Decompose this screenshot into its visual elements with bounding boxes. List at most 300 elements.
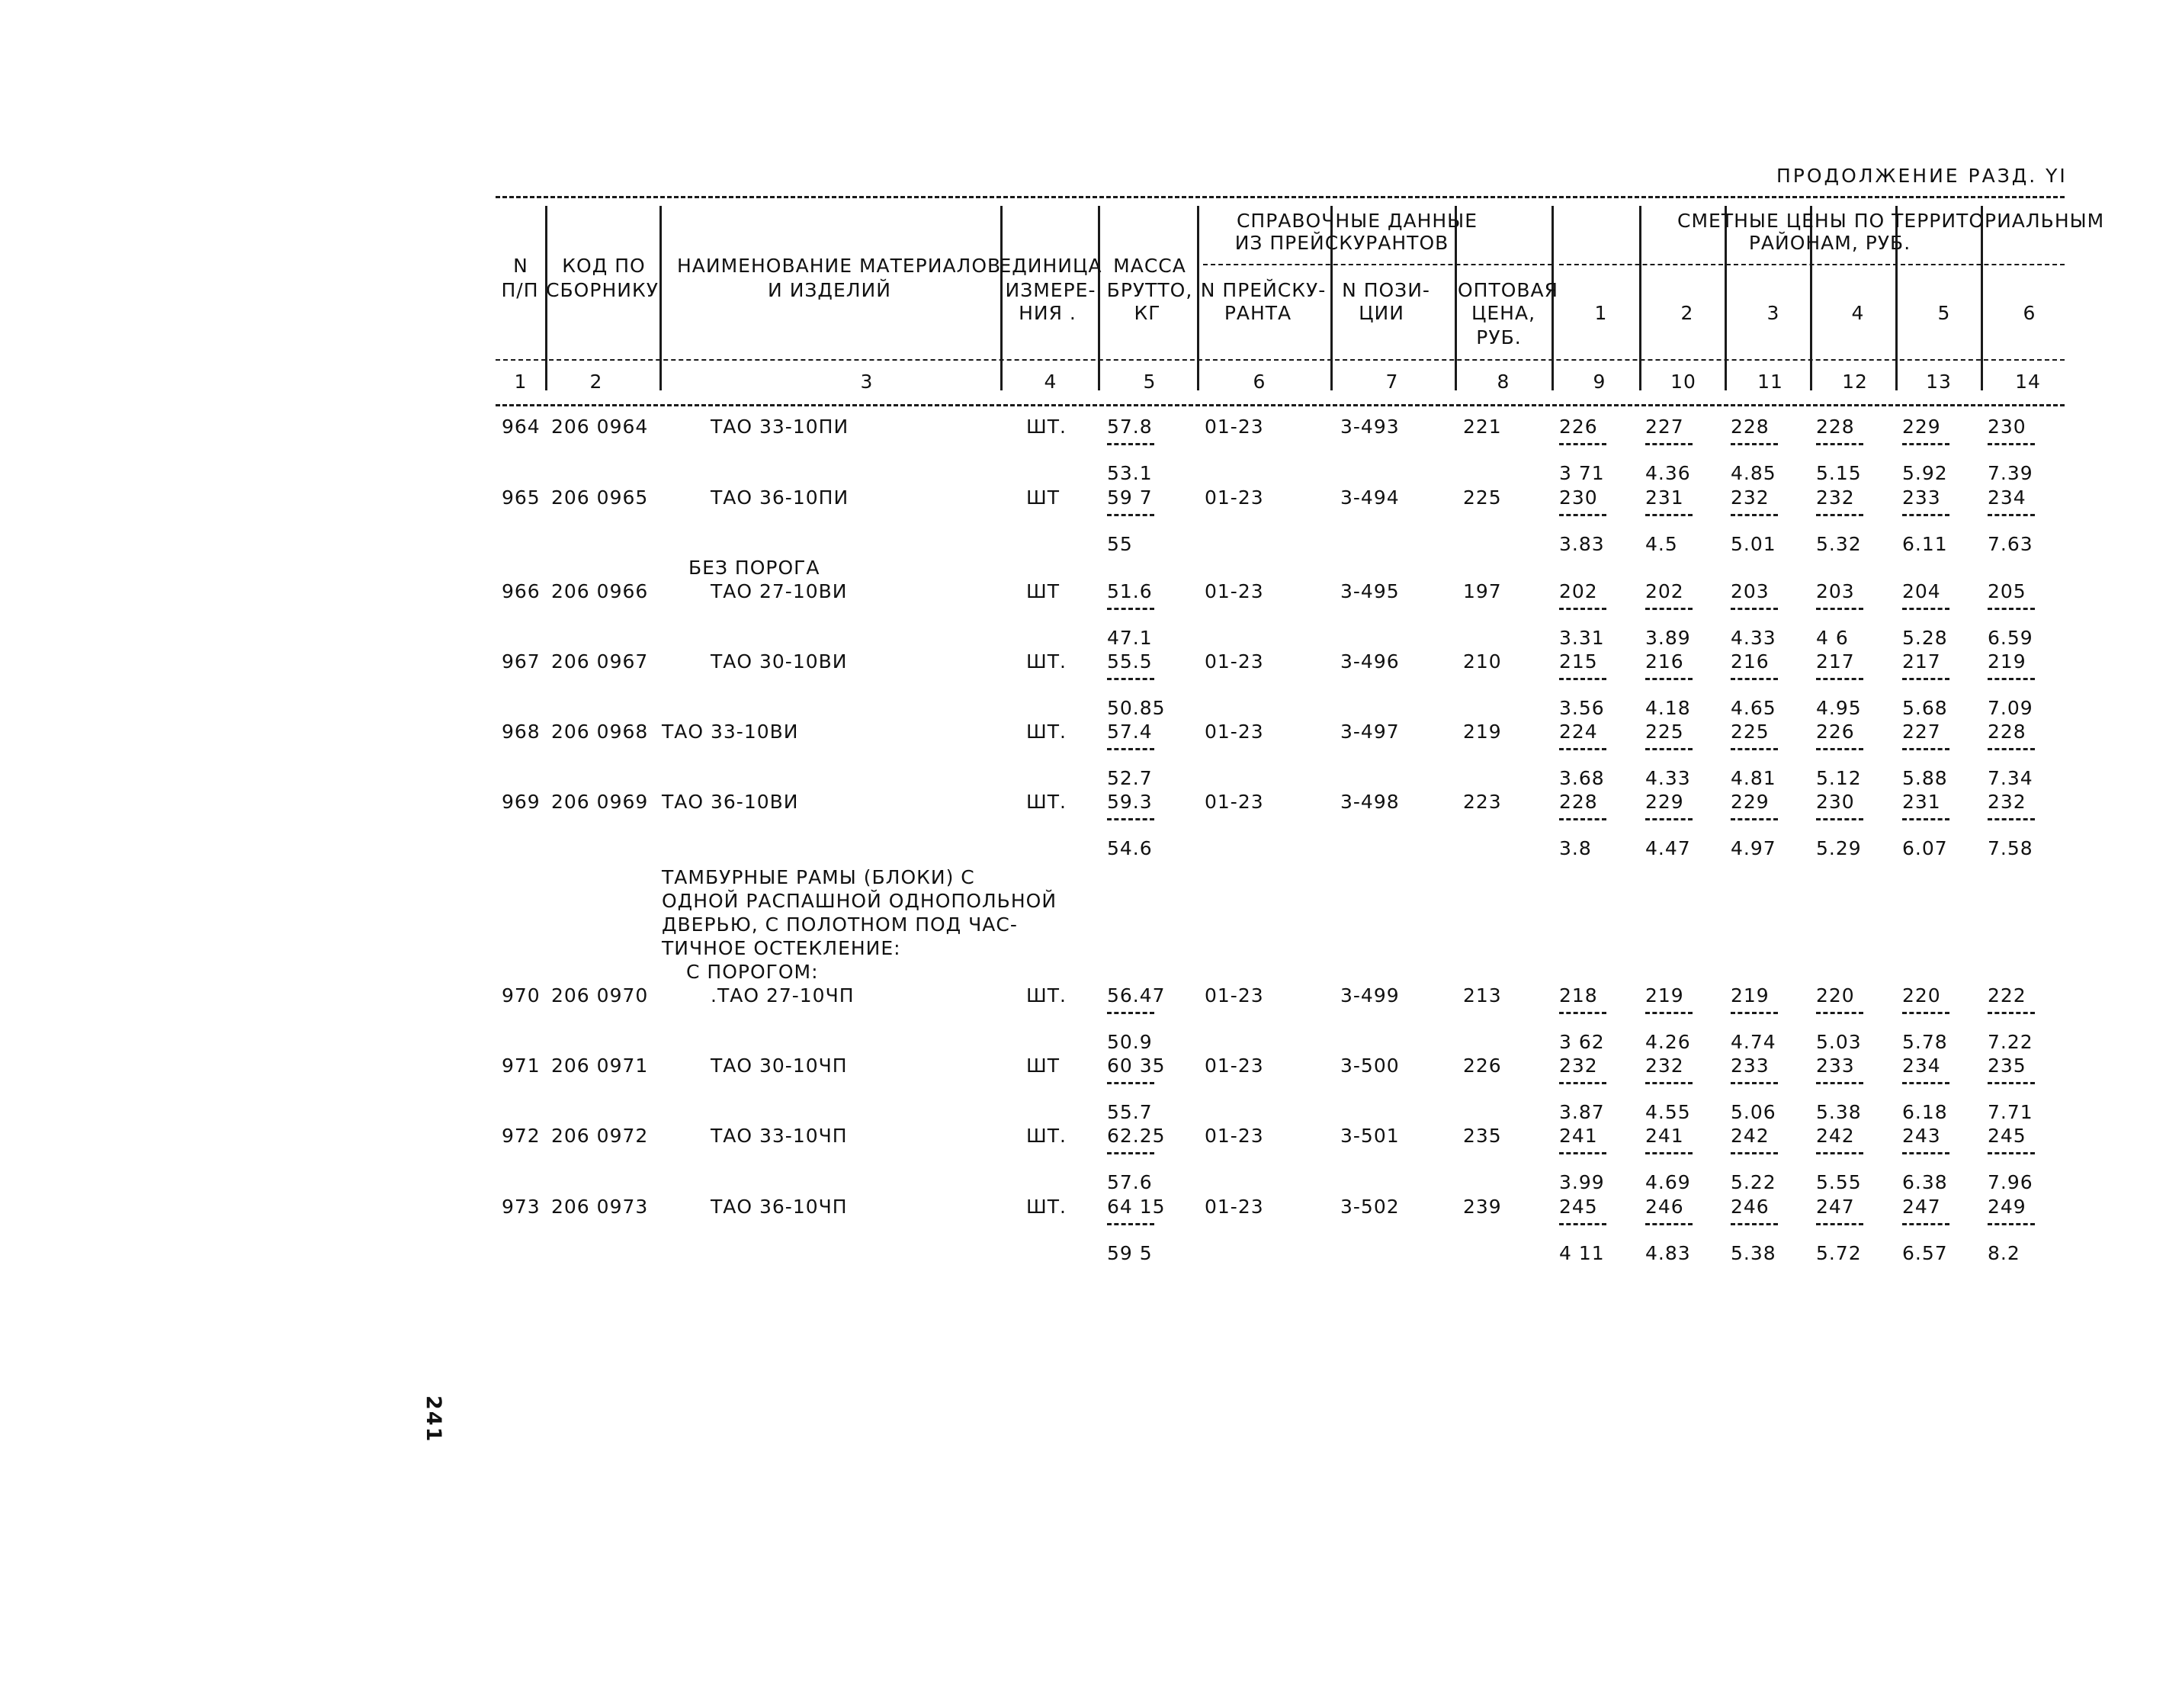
fraction-bar	[1816, 1012, 1863, 1014]
column-divider	[1330, 366, 1333, 390]
header-region-5: 5	[1937, 302, 1951, 324]
row-mass: 55.5	[1107, 650, 1153, 673]
row-region-subprice: 3.99	[1559, 1171, 1605, 1193]
row-unit: ШТ.	[1026, 416, 1067, 438]
fraction-bar	[1645, 818, 1693, 820]
header-col5-line2: БРУТТО,	[1106, 279, 1193, 301]
row-mass: 57.4	[1107, 721, 1153, 743]
header-col4-line1: ЕДИНИЦА	[999, 255, 1102, 277]
row-region-subprice: 4.69	[1645, 1171, 1691, 1193]
row-position: 3-498	[1340, 791, 1400, 813]
row-group-heading: ТАМБУРНЫЕ РАМЫ (БЛОКИ) С	[662, 866, 975, 888]
row-mass: 59 7	[1107, 486, 1153, 509]
row-region-price: 242	[1816, 1125, 1855, 1147]
row-unit: ШТ.	[1026, 650, 1067, 673]
row-unit: ШТ	[1026, 1055, 1061, 1077]
header-col4-line3: НИЯ .	[1019, 302, 1077, 324]
header-col8-line3: РУБ.	[1476, 326, 1522, 348]
row-code: 206 0968	[551, 721, 649, 743]
row-name: ТАО 27-10ВИ	[711, 580, 848, 602]
row-region-subprice: 4.65	[1731, 697, 1776, 719]
fraction-bar	[1107, 1082, 1154, 1084]
row-region-price: 233	[1731, 1055, 1770, 1077]
row-number: 973	[502, 1196, 541, 1218]
column-divider	[1197, 366, 1199, 390]
row-region-subprice: 5.38	[1816, 1101, 1862, 1123]
row-position: 3-496	[1340, 650, 1400, 673]
row-region-price: 204	[1902, 580, 1941, 602]
row-mass-net: 53.1	[1107, 462, 1153, 484]
row-region-price: 242	[1731, 1125, 1770, 1147]
fraction-bar	[1731, 608, 1778, 610]
row-region-subprice: 3.87	[1559, 1101, 1605, 1123]
header-col3-line1: НАИМЕНОВАНИЕ МАТЕРИАЛОВ	[677, 255, 1002, 277]
header-col5-line1: МАССА	[1113, 255, 1186, 277]
header-col7-line1: N ПОЗИ-	[1342, 279, 1430, 301]
row-region-subprice: 5.22	[1731, 1171, 1776, 1193]
row-code: 206 0971	[551, 1055, 649, 1077]
fraction-bar	[1645, 678, 1693, 680]
column-divider	[1981, 366, 1983, 390]
row-region-price: 219	[1645, 984, 1684, 1006]
row-region-price: 245	[1559, 1196, 1598, 1218]
header-prices-group-line2: РАЙОНАМ, РУБ.	[1748, 232, 1911, 254]
row-mass-net: 54.6	[1107, 837, 1153, 859]
column-number-9: 9	[1593, 371, 1606, 393]
column-number-8: 8	[1497, 371, 1510, 393]
row-region-subprice: 4.18	[1645, 697, 1691, 719]
fraction-bar	[1645, 1223, 1693, 1225]
row-region-price: 230	[1559, 486, 1598, 509]
row-group-heading: С ПОРОГОМ:	[686, 961, 819, 983]
fraction-bar	[1988, 608, 2035, 610]
row-region-subprice: 6.07	[1902, 837, 1948, 859]
row-region-price: 228	[1731, 416, 1770, 438]
fraction-bar	[1645, 1152, 1693, 1154]
header-prices-group-line1: СМЕТНЫЕ ЦЕНЫ ПО ТЕРРИТОРИАЛЬНЫМ	[1677, 210, 2105, 232]
fraction-bar	[1902, 1152, 1949, 1154]
fraction-bar	[1988, 514, 2035, 516]
row-region-subprice: 4.47	[1645, 837, 1691, 859]
row-region-price: 232	[1988, 791, 2026, 813]
row-region-price: 231	[1902, 791, 1941, 813]
fraction-bar	[1559, 1082, 1606, 1084]
fraction-bar	[1559, 514, 1606, 516]
row-mass: 64 15	[1107, 1196, 1166, 1218]
column-number-3: 3	[860, 371, 874, 393]
header-col6-line1: N ПРЕЙСКУ-	[1200, 279, 1327, 301]
header-region-3: 3	[1766, 302, 1780, 324]
row-mass: 60 35	[1107, 1055, 1166, 1077]
fraction-bar	[1816, 443, 1863, 445]
page-header: ПРОДОЛЖЕНИЕ РАЗД. YI	[1776, 165, 2068, 187]
fraction-bar	[1816, 1152, 1863, 1154]
header-region-1: 1	[1594, 302, 1608, 324]
row-mass-net: 55	[1107, 533, 1133, 555]
fraction-bar	[1816, 608, 1863, 610]
row-name: ТАО 36-10ПИ	[711, 486, 849, 509]
row-wholesale-price: 219	[1463, 721, 1502, 743]
row-region-price: 220	[1816, 984, 1855, 1006]
row-mass-net: 50.85	[1107, 697, 1166, 719]
fraction-bar	[1902, 678, 1949, 680]
row-wholesale-price: 239	[1463, 1196, 1502, 1218]
row-region-price: 232	[1816, 486, 1855, 509]
row-region-subprice: 8.2	[1988, 1242, 2020, 1264]
row-region-price: 235	[1988, 1055, 2026, 1077]
row-wholesale-price: 210	[1463, 650, 1502, 673]
column-divider	[1000, 366, 1003, 390]
column-divider	[1895, 366, 1898, 390]
row-region-price: 231	[1645, 486, 1684, 509]
row-region-subprice: 4.33	[1731, 627, 1776, 649]
column-number-6: 6	[1253, 371, 1266, 393]
row-region-price: 215	[1559, 650, 1598, 673]
row-mass-net: 50.9	[1107, 1031, 1153, 1053]
row-region-subprice: 5.78	[1902, 1031, 1948, 1053]
row-region-price: 203	[1731, 580, 1770, 602]
column-divider	[659, 366, 662, 390]
row-code: 206 0970	[551, 984, 649, 1006]
column-number-5: 5	[1143, 371, 1157, 393]
row-mass: 62.25	[1107, 1125, 1166, 1147]
fraction-bar	[1731, 1223, 1778, 1225]
fraction-bar	[1731, 1012, 1778, 1014]
row-group-heading: ДВЕРЬЮ, С ПОЛОТНОМ ПОД ЧАС-	[662, 913, 1018, 936]
header-col8-line2: ЦЕНА,	[1471, 302, 1536, 324]
fraction-bar	[1559, 678, 1606, 680]
row-region-subprice: 6.38	[1902, 1171, 1948, 1193]
row-wholesale-price: 225	[1463, 486, 1502, 509]
row-unit: ШТ	[1026, 580, 1061, 602]
fraction-bar	[1902, 443, 1949, 445]
row-mass-net: 52.7	[1107, 767, 1153, 789]
row-wholesale-price: 235	[1463, 1125, 1502, 1147]
row-region-price: 247	[1902, 1196, 1941, 1218]
fraction-bar	[1816, 514, 1863, 516]
row-position: 3-499	[1340, 984, 1400, 1006]
row-position: 3-501	[1340, 1125, 1400, 1147]
fraction-bar	[1988, 748, 2035, 750]
header-col4-line2: ИЗМЕРЕ-	[1005, 279, 1096, 301]
row-name: ТАО 33-10ВИ	[662, 721, 799, 743]
row-price-list: 01-23	[1205, 486, 1264, 509]
fraction-bar	[1559, 443, 1606, 445]
row-region-subprice: 6.18	[1902, 1101, 1948, 1123]
fraction-bar	[1645, 1012, 1693, 1014]
row-name: ТАО 30-10ЧП	[711, 1055, 848, 1077]
row-wholesale-price: 223	[1463, 791, 1502, 813]
row-wholesale-price: 226	[1463, 1055, 1502, 1077]
column-number-11: 11	[1757, 371, 1783, 393]
column-number-13: 13	[1926, 371, 1952, 393]
column-number-4: 4	[1044, 371, 1057, 393]
fraction-bar	[1988, 1012, 2035, 1014]
row-number: 969	[502, 791, 541, 813]
column-number-14: 14	[2015, 371, 2041, 393]
fraction-bar	[1731, 1152, 1778, 1154]
header-col7-line2: ЦИИ	[1359, 302, 1404, 324]
row-position: 3-502	[1340, 1196, 1400, 1218]
fraction-bar	[1107, 1223, 1154, 1225]
row-region-subprice: 7.63	[1988, 533, 2033, 555]
column-divider	[1725, 366, 1727, 390]
fraction-bar	[1988, 818, 2035, 820]
row-region-subprice: 5.38	[1731, 1242, 1776, 1264]
row-region-subprice: 5.28	[1902, 627, 1948, 649]
column-divider	[545, 366, 547, 390]
fraction-bar	[1731, 678, 1778, 680]
header-region-6: 6	[2023, 302, 2036, 324]
fraction-bar	[1559, 1152, 1606, 1154]
row-region-price: 228	[1559, 791, 1598, 813]
fraction-bar	[1731, 443, 1778, 445]
fraction-bar	[1107, 678, 1154, 680]
row-code: 206 0973	[551, 1196, 649, 1218]
header-ref-group-line2: ИЗ ПРЕЙСКУРАНТОВ	[1234, 232, 1449, 254]
row-region-subprice: 7.34	[1988, 767, 2033, 789]
row-region-price: 202	[1559, 580, 1598, 602]
header-col6-line2: РАНТА	[1224, 302, 1292, 324]
row-region-price: 226	[1816, 721, 1855, 743]
row-region-subprice: 4.85	[1731, 462, 1776, 484]
row-region-subprice: 5.92	[1902, 462, 1948, 484]
header-bottom-rule	[496, 359, 2065, 361]
row-region-price: 233	[1816, 1055, 1855, 1077]
row-region-subprice: 4.36	[1645, 462, 1691, 484]
fraction-bar	[1988, 678, 2035, 680]
row-region-price: 216	[1645, 650, 1684, 673]
header-col1-line1: N	[513, 255, 528, 277]
row-name: ТАО 33-10ЧП	[711, 1125, 848, 1147]
header-ref-group-line1: СПРАВОЧНЫЕ ДАННЫЕ	[1236, 210, 1478, 232]
fraction-bar	[1107, 1152, 1154, 1154]
row-region-subprice: 7.71	[1988, 1101, 2033, 1123]
fraction-bar	[1731, 818, 1778, 820]
row-code: 206 0964	[551, 416, 649, 438]
row-region-subprice: 4.55	[1645, 1101, 1691, 1123]
row-region-subprice: 5.03	[1816, 1031, 1862, 1053]
column-number-7: 7	[1385, 371, 1399, 393]
fraction-bar	[1107, 748, 1154, 750]
row-position: 3-495	[1340, 580, 1400, 602]
row-region-price: 203	[1816, 580, 1855, 602]
fraction-bar	[1816, 748, 1863, 750]
row-number: 965	[502, 486, 541, 509]
row-region-subprice: 4.33	[1645, 767, 1691, 789]
column-divider	[1455, 366, 1457, 390]
row-region-subprice: 7.22	[1988, 1031, 2033, 1053]
row-number: 966	[502, 580, 541, 602]
column-divider	[1810, 366, 1812, 390]
column-divider	[1639, 366, 1641, 390]
row-region-subprice: 5.32	[1816, 533, 1862, 555]
fraction-bar	[1731, 514, 1778, 516]
header-col3-line2: И ИЗДЕЛИЙ	[768, 279, 891, 301]
row-region-subprice: 6.59	[1988, 627, 2033, 649]
row-region-price: 216	[1731, 650, 1770, 673]
row-mass-net: 55.7	[1107, 1101, 1153, 1123]
row-region-subprice: 5.15	[1816, 462, 1862, 484]
row-region-price: 228	[1988, 721, 2026, 743]
row-number: 964	[502, 416, 541, 438]
fraction-bar	[1645, 1082, 1693, 1084]
row-region-subprice: 4.83	[1645, 1242, 1691, 1264]
row-price-list: 01-23	[1205, 791, 1264, 813]
row-region-subprice: 3.68	[1559, 767, 1605, 789]
row-region-price: 234	[1902, 1055, 1941, 1077]
row-region-price: 222	[1988, 984, 2026, 1006]
row-region-subprice: 3.83	[1559, 533, 1605, 555]
fraction-bar	[1731, 748, 1778, 750]
row-region-subprice: 3 62	[1559, 1031, 1605, 1053]
row-number: 972	[502, 1125, 541, 1147]
column-number-10: 10	[1670, 371, 1696, 393]
row-region-subprice: 5.55	[1816, 1171, 1862, 1193]
row-group-heading: ОДНОЙ РАСПАШНОЙ ОДНОПОЛЬНОЙ	[662, 890, 1057, 912]
fraction-bar	[1645, 514, 1693, 516]
row-unit: ШТ.	[1026, 721, 1067, 743]
header-col2-line1: КОД ПО	[562, 255, 646, 277]
fraction-bar	[1107, 514, 1154, 516]
fraction-bar	[1902, 818, 1949, 820]
row-region-subprice: 5.29	[1816, 837, 1862, 859]
fraction-bar	[1731, 1082, 1778, 1084]
row-region-price: 225	[1645, 721, 1684, 743]
row-region-price: 205	[1988, 580, 2026, 602]
fraction-bar	[1816, 818, 1863, 820]
row-region-price: 218	[1559, 984, 1598, 1006]
fraction-bar	[1902, 1012, 1949, 1014]
row-region-subprice: 6.11	[1902, 533, 1948, 555]
row-region-price: 224	[1559, 721, 1598, 743]
row-region-price: 232	[1731, 486, 1770, 509]
row-region-subprice: 7.39	[1988, 462, 2033, 484]
row-name: ТАО 33-10ПИ	[711, 416, 849, 438]
header-col8-line1: ОПТОВАЯ	[1457, 279, 1559, 301]
row-price-list: 01-23	[1205, 650, 1264, 673]
row-region-subprice: 6.57	[1902, 1242, 1948, 1264]
fraction-bar	[1902, 514, 1949, 516]
row-region-subprice: 3.56	[1559, 697, 1605, 719]
row-unit: ШТ	[1026, 486, 1061, 509]
row-region-price: 229	[1731, 791, 1770, 813]
fraction-bar	[1902, 1223, 1949, 1225]
row-region-price: 232	[1645, 1055, 1684, 1077]
row-region-price: 241	[1559, 1125, 1598, 1147]
row-name: ТАО 36-10ЧП	[711, 1196, 848, 1218]
row-subheading: БЕЗ ПОРОГА	[688, 557, 820, 579]
row-unit: ШТ.	[1026, 984, 1067, 1006]
row-mass-net: 57.6	[1107, 1171, 1153, 1193]
fraction-bar	[1107, 818, 1154, 820]
row-number: 967	[502, 650, 541, 673]
page-number: 241	[422, 1395, 445, 1443]
fraction-bar	[1107, 1012, 1154, 1014]
fraction-bar	[1645, 748, 1693, 750]
row-position: 3-493	[1340, 416, 1400, 438]
column-divider	[1098, 366, 1100, 390]
row-region-subprice: 4.26	[1645, 1031, 1691, 1053]
fraction-bar	[1559, 748, 1606, 750]
row-region-price: 249	[1988, 1196, 2026, 1218]
row-region-price: 217	[1816, 650, 1855, 673]
row-region-subprice: 7.58	[1988, 837, 2033, 859]
row-region-subprice: 4.97	[1731, 837, 1776, 859]
row-region-price: 225	[1731, 721, 1770, 743]
row-region-subprice: 5.68	[1902, 697, 1948, 719]
row-region-subprice: 3 71	[1559, 462, 1605, 484]
row-code: 206 0972	[551, 1125, 649, 1147]
row-unit: ШТ.	[1026, 791, 1067, 813]
row-region-subprice: 3.31	[1559, 627, 1605, 649]
row-region-subprice: 3.89	[1645, 627, 1691, 649]
row-region-subprice: 4.74	[1731, 1031, 1776, 1053]
row-mass: 56.47	[1107, 984, 1166, 1006]
fraction-bar	[1988, 1152, 2035, 1154]
row-mass: 57.8	[1107, 416, 1153, 438]
fraction-bar	[1645, 608, 1693, 610]
fraction-bar	[1816, 1082, 1863, 1084]
row-region-subprice: 4.5	[1645, 533, 1678, 555]
row-region-price: 241	[1645, 1125, 1684, 1147]
fraction-bar	[1559, 1012, 1606, 1014]
column-number-2: 2	[589, 371, 603, 393]
row-region-price: 245	[1988, 1125, 2026, 1147]
row-region-price: 246	[1731, 1196, 1770, 1218]
row-mass: 51.6	[1107, 580, 1153, 602]
row-region-price: 234	[1988, 486, 2026, 509]
row-price-list: 01-23	[1205, 721, 1264, 743]
row-region-price: 219	[1988, 650, 2026, 673]
row-wholesale-price: 213	[1463, 984, 1502, 1006]
row-code: 206 0966	[551, 580, 649, 602]
fraction-bar	[1645, 443, 1693, 445]
row-region-subprice: 5.01	[1731, 533, 1776, 555]
row-position: 3-497	[1340, 721, 1400, 743]
row-mass-net: 59 5	[1107, 1242, 1153, 1264]
row-region-price: 228	[1816, 416, 1855, 438]
row-wholesale-price: 197	[1463, 580, 1502, 602]
row-region-subprice: 5.72	[1816, 1242, 1862, 1264]
row-price-list: 01-23	[1205, 580, 1264, 602]
row-region-price: 233	[1902, 486, 1941, 509]
row-wholesale-price: 221	[1463, 416, 1502, 438]
row-name: .ТАО 27-10ЧП	[711, 984, 855, 1006]
fraction-bar	[1559, 818, 1606, 820]
row-price-list: 01-23	[1205, 1196, 1264, 1218]
row-region-subprice: 4.81	[1731, 767, 1776, 789]
row-number: 968	[502, 721, 541, 743]
fraction-bar	[1816, 678, 1863, 680]
fraction-bar	[1559, 1223, 1606, 1225]
fraction-bar	[1988, 1223, 2035, 1225]
fraction-bar	[1902, 1082, 1949, 1084]
column-number-12: 12	[1842, 371, 1868, 393]
row-price-list: 01-23	[1205, 1125, 1264, 1147]
row-region-subprice: 5.88	[1902, 767, 1948, 789]
row-region-price: 226	[1559, 416, 1598, 438]
column-divider	[1551, 366, 1554, 390]
row-group-heading: ТИЧНОЕ ОСТЕКЛЕНИЕ:	[662, 937, 901, 959]
row-name: ТАО 36-10ВИ	[662, 791, 799, 813]
row-region-subprice: 4 11	[1559, 1242, 1605, 1264]
header-region-4: 4	[1851, 302, 1865, 324]
row-region-subprice: 4 6	[1816, 627, 1849, 649]
row-region-subprice: 7.09	[1988, 697, 2033, 719]
row-number: 970	[502, 984, 541, 1006]
row-region-subprice: 5.12	[1816, 767, 1862, 789]
